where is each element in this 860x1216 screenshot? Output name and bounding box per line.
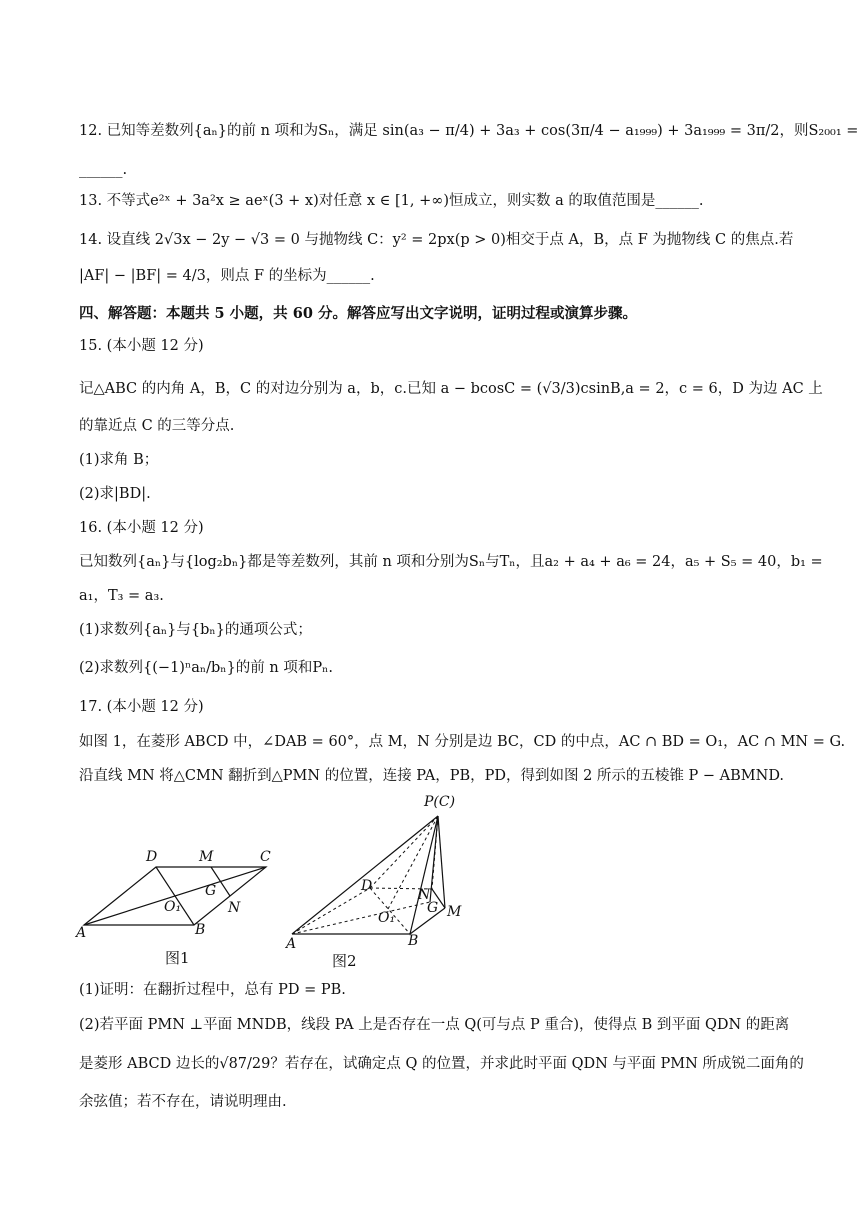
fig1-label-b: B	[195, 922, 206, 938]
problem-12-line-1: 12. 已知等差数列{aₙ}的前 n 项和为Sₙ，满足 sin(a₃ − π/4) + 3a₃ + cos(3π/4 − a₁₉₉₉) + 3a₁₉₉₉ = 3π/2，则S₂₀₀₁ =	[79, 123, 859, 139]
fig2-label-a: A	[286, 936, 297, 952]
edge-pm	[438, 816, 445, 908]
problem-17-part-2-line-1: (2)若平面 PMN ⊥平面 MNDB，线段 PA 上是否存在一点 Q(可与点 P 重合)，使得点 B 到平面 QDN 的距离	[79, 1017, 790, 1033]
fig2-label-m: M	[447, 904, 462, 920]
fig2-label-p: P(C)	[424, 794, 456, 810]
fig2-label-o1: O₁	[378, 910, 396, 926]
problem-16-line-1: 已知数列{aₙ}与{log₂bₙ}都是等差数列，其前 n 项和分别为Sₙ与Tₙ，且a₂ + a₄ + a₆ = 24，a₅ + S₅ = 40，b₁ =	[79, 554, 823, 570]
problem-16-part-1: (1)求数列{aₙ}与{bₙ}的通项公式；	[79, 622, 312, 638]
fig2-label-d: D	[361, 878, 373, 894]
problem-15-part-2: (2)求|BD|.	[79, 486, 151, 502]
figure-1-caption: 图1	[165, 949, 190, 967]
problem-12-line-2: ______.	[79, 162, 128, 178]
section-heading: 四、解答题：本题共 5 小题，共 60 分。解答应写出文字说明，证明过程或演算步骤。	[79, 305, 637, 322]
problem-15-line-1: 记△ABC 的内角 A，B，C 的对边分别为 a，b，c.已知 a − bcosC = (√3/3)csinB,a = 2，c = 6，D 为边 AC 上	[79, 381, 823, 397]
problem-15-header: 15. (本小题 12 分)	[79, 338, 204, 354]
problem-17-line-1: 如图 1，在菱形 ABCD 中，∠DAB = 60°，点 M，N 分别是边 BC，CD 的中点，AC ∩ BD = O₁，AC ∩ MN = G.	[79, 734, 846, 750]
figure-2-caption: 图2	[332, 952, 357, 970]
fig2-label-g: G	[427, 900, 439, 916]
problem-14-line-1: 14. 设直线 2√3x − 2y − √3 = 0 与抛物线 C：y² = 2px(p > 0)相交于点 A，B，点 F 为抛物线 C 的焦点.若	[79, 232, 794, 248]
problem-16-header: 16. (本小题 12 分)	[79, 520, 204, 536]
problem-17-line-2: 沿直线 MN 将△CMN 翻折到△PMN 的位置，连接 PA，PB，PD，得到如图 2 所示的五棱锥 P − ABMND.	[79, 768, 785, 784]
problem-17-header: 17. (本小题 12 分)	[79, 699, 204, 715]
problem-17-part-2-line-2: 是菱形 ABCD 边长的√87/29？若存在，试确定点 Q 的位置，并求此时平面 QDN 与平面 PMN 所成锐二面角的	[79, 1056, 804, 1072]
problem-14-line-2: |AF| − |BF| = 4/3，则点 F 的坐标为______.	[79, 268, 375, 284]
problem-15-part-1: (1)求角 B；	[79, 452, 159, 468]
fig1-label-o1: O₁	[164, 899, 182, 915]
fig1-label-m: M	[199, 849, 214, 865]
edge-pa	[292, 816, 438, 934]
fig1-label-a: A	[76, 925, 87, 941]
diagonal-bd	[156, 867, 194, 925]
fig1-label-n: N	[228, 900, 241, 916]
fig2-label-b: B	[408, 933, 419, 949]
fig1-label-c: C	[260, 849, 271, 865]
fig2-label-n: N	[418, 887, 431, 903]
problem-16-line-2: a₁，T₃ = a₃.	[79, 588, 164, 604]
fig1-label-d: D	[146, 849, 158, 865]
figure-2-pyramid	[280, 792, 480, 974]
edge-pd-hidden	[370, 816, 438, 888]
fig1-label-g: G	[205, 883, 217, 899]
problem-17-part-1: (1)证明：在翻折过程中，总有 PD = PB.	[79, 982, 346, 998]
problem-13: 13. 不等式e²ˣ + 3a²x ≥ aeˣ(3 + x)对任意 x ∈ [1, +∞)恒成立，则实数 a 的取值范围是______.	[79, 193, 704, 209]
figure-2-drawing	[280, 792, 480, 974]
problem-17-part-2-line-3: 余弦值；若不存在，请说明理由.	[79, 1094, 287, 1110]
problem-15-line-2: 的靠近点 C 的三等分点.	[79, 418, 235, 434]
problem-16-part-2: (2)求数列{(−1)ⁿaₙ/bₙ}的前 n 项和Pₙ.	[79, 660, 334, 676]
edge-ad-hidden	[292, 888, 370, 934]
figure-1-rhombus	[70, 845, 290, 975]
